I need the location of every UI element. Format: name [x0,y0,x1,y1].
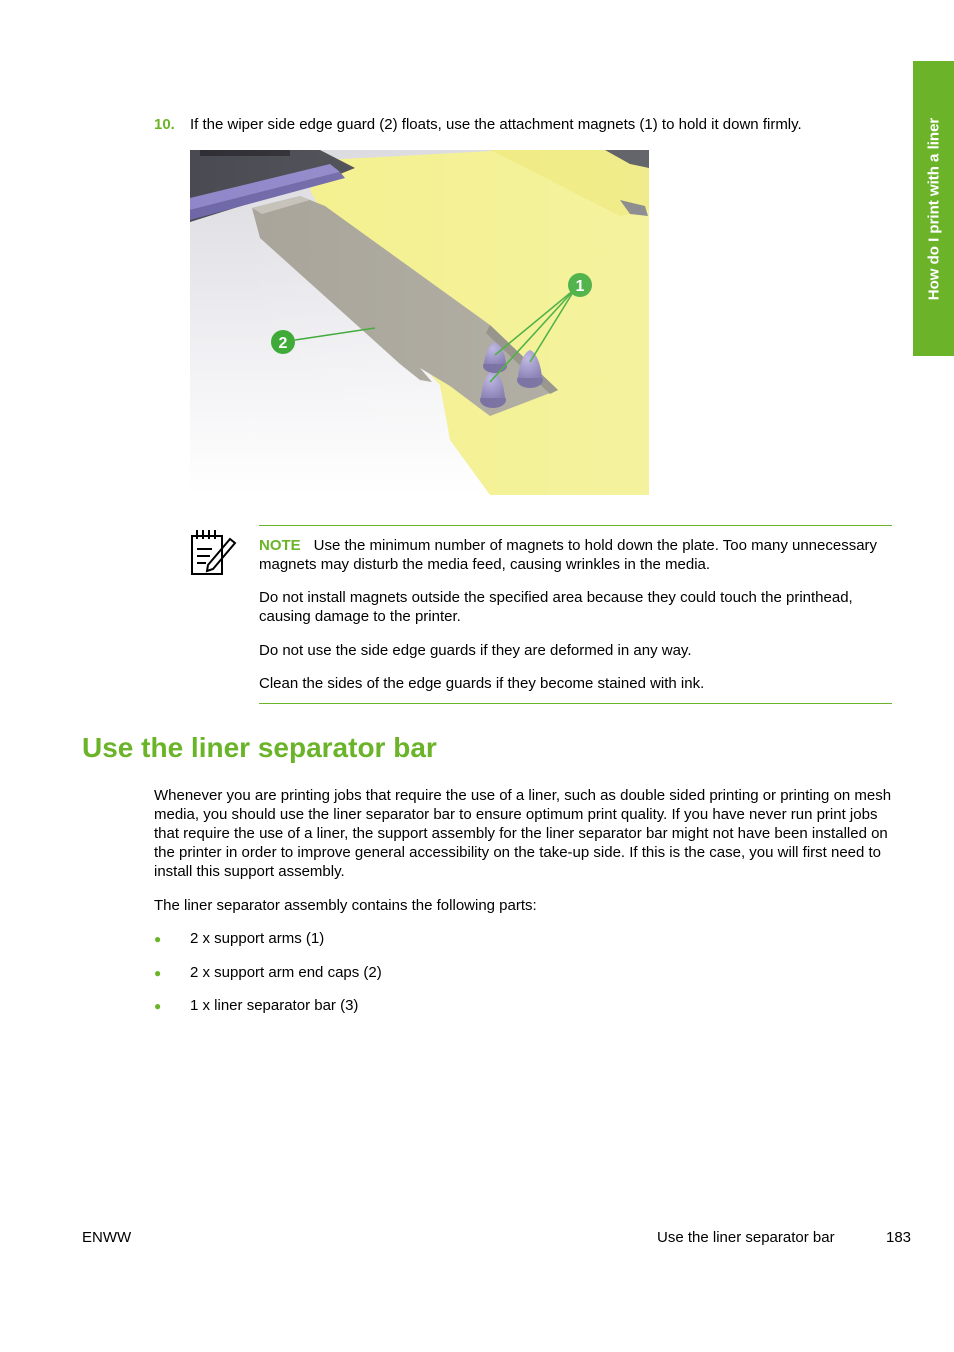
bullet-icon: ● [154,932,162,946]
page-number: 183 [886,1229,912,1246]
edge-guard-magnets-figure [190,150,649,495]
section-heading: Use the liner separator bar [82,732,437,763]
section-intro: Whenever you are printing jobs that require the use of a liner, such as double sided printing or printing on mesh media, you should use the liner separator bar to ensure optimum print quality. If you have never run print jobs that require the use of a liner, the support assembly for the liner separator bar might not have been installed on the printer in order to improve general accessibility on the take-up side. If this is the case, you will first need to install this support assembly. [154,787,892,880]
note-pad-icon [188,527,238,577]
footer-enww: ENWW [82,1229,132,1246]
bullet-icon: ● [154,999,162,1013]
note-paragraph-4: Clean the sides of the edge guards if they become stained with ink. [259,675,705,692]
note-paragraph-3: Do not use the side edge guards if they are deformed in any way. [259,642,692,659]
step-10 [154,116,802,134]
list-item-text: 1 x liner separator bar (3) [190,997,359,1014]
parts-intro: The liner separator assembly contains the following parts: [154,897,537,914]
bullet-icon: ● [154,965,162,980]
list-item-text: 2 x support arms (1) [190,930,325,947]
step-number: 10. [154,116,175,133]
list-item-text: 2 x support arm end caps (2) [190,963,382,981]
chapter-side-tab-label: How do I print with a liner [925,117,942,300]
chapter-side-tab [913,61,954,356]
note-box [259,525,892,704]
footer-section-title: Use the liner separator bar [657,1229,835,1246]
note-paragraph-1: NOTE Use the minimum number of magnets to hold down the plate. Too many unnecessary magnets may disturb the media feed, causing wrinkles in the media. [259,537,878,573]
note-label: NOTE [259,537,301,554]
note-paragraph-2: Do not install magnets outside the specified area because they could touch the printhead, causing damage to the printer. [259,589,853,625]
step-text: If the wiper side edge guard (2) floats, use the attachment magnets (1) to hold it down firmly. [190,116,802,133]
